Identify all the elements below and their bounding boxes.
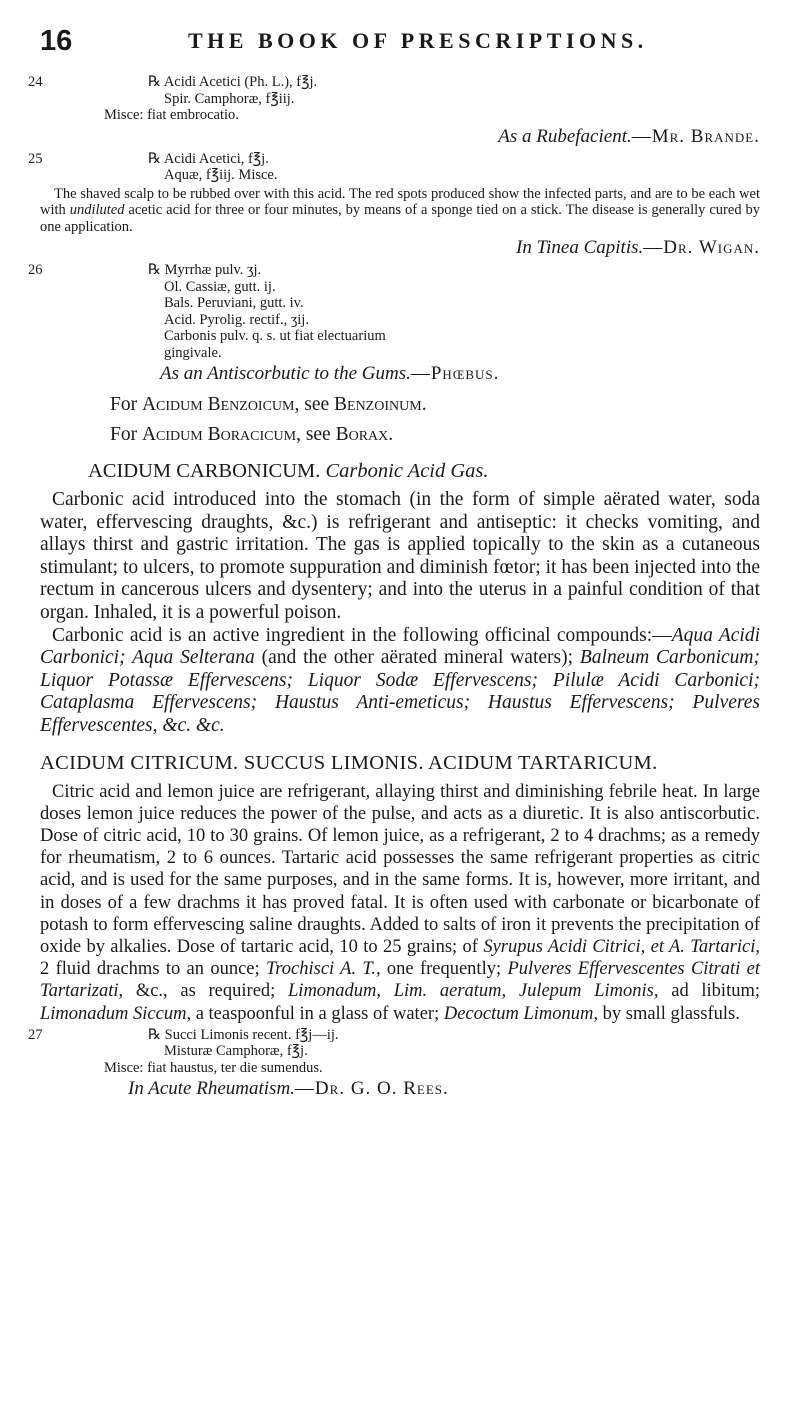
- rx-line: ℞ Acidi Acetici, f℥j.: [148, 150, 269, 167]
- indication: As an Antiscorbutic to the Gums.: [160, 363, 411, 384]
- ref-mid: , see: [294, 394, 335, 415]
- rx-line: ℞ Succi Limonis recent. f℥j—ij.: [148, 1026, 339, 1043]
- rx-line: Misce: fiat embrocatio.: [104, 107, 239, 123]
- author: —Mr. Brande.: [631, 125, 760, 147]
- section-heading: [40, 458, 760, 484]
- rx-line: Carbonis pulv. q. s. ut fiat electuarium gingivale.: [164, 328, 386, 361]
- text: &c., as required;: [123, 981, 289, 1002]
- rx-line: ℞ Acidi Acetici (Ph. L.), f℥j.: [148, 74, 318, 90]
- preparation: Limonadum Siccum,: [40, 1003, 192, 1024]
- rx-line: Ol. Cassiæ, gutt. ij.: [164, 278, 276, 295]
- prescription-24: [28, 74, 760, 124]
- prescription-number: 27: [28, 1026, 43, 1043]
- text: Carbonic acid is an active ingredient in the following officinal compounds:—: [52, 624, 672, 646]
- preparation: Trochisci A. T.,: [265, 959, 381, 980]
- rx-line: Bals. Peruviani, gutt. iv.: [164, 295, 304, 311]
- indication: In Acute Rheumatism.: [128, 1078, 295, 1100]
- page-header: [40, 22, 760, 62]
- ref-mid: , see: [296, 424, 336, 445]
- text: 2 fluid drachms to an ounce;: [40, 959, 266, 980]
- usage-note: [40, 186, 760, 236]
- heading-subtitle: Carbonic Acid Gas.: [325, 460, 489, 482]
- heading-text: ACIDUM CARBONICUM.: [88, 460, 321, 482]
- preparation: Syrupus Acidi Citrici, et A. Tartarici,: [483, 936, 760, 957]
- attribution: [40, 236, 760, 260]
- page-number: 16: [40, 25, 73, 57]
- text: ad libitum;: [658, 981, 760, 1002]
- prescription-27: [28, 1026, 760, 1077]
- ref-term: Acidum Boracicum: [141, 424, 297, 445]
- paragraph: [40, 625, 760, 738]
- text: (and the other aërated mineral waters);: [254, 647, 580, 669]
- indication: As a Rubefacient.: [498, 125, 632, 147]
- rx-line: Acid. Pyrolig. rectif., ʒij.: [164, 311, 309, 328]
- rx-line: Aquæ, f℥iij. Misce.: [164, 167, 278, 183]
- paragraph: [40, 781, 760, 1025]
- attribution: [40, 1077, 760, 1101]
- ref-prefix: For: [110, 394, 142, 415]
- ref-target: Benzoinum: [334, 394, 422, 415]
- compound-names: Aqua Acidi Carbonici; Aqua Selterana: [40, 624, 761, 669]
- ref-target: Borax: [335, 424, 389, 445]
- note-emphasis: undiluted: [69, 202, 125, 218]
- text: by small glassfuls.: [598, 1003, 740, 1024]
- ref-end: .: [388, 424, 394, 445]
- prescription-26: [28, 262, 760, 361]
- author: —Dr. Wigan.: [643, 237, 760, 258]
- ref-term: Acidum Benzoicum: [141, 394, 295, 415]
- preparation: Decoctum Limonum,: [443, 1003, 598, 1024]
- attribution: [40, 125, 760, 149]
- text: a teaspoonful in a glass of water;: [191, 1003, 444, 1024]
- page: [28, 22, 761, 1101]
- author: —Phœbus.: [410, 363, 500, 384]
- cross-reference: [40, 391, 760, 418]
- text: one frequently;: [380, 959, 508, 980]
- prescription-number: 25: [28, 150, 43, 167]
- attribution: [40, 362, 760, 386]
- running-title: THE BOOK OF PRESCRIPTIONS.: [188, 28, 648, 53]
- rx-line: ℞ Myrrhæ pulv. ʒj.: [148, 262, 262, 278]
- prescription-number: 24: [28, 74, 43, 90]
- section-heading: ACIDUM CITRICUM. SUCCUS LIMONIS. ACIDUM TARTARICUM.: [40, 751, 658, 774]
- preparation: Pulveres Effervescentes Citrati et Tartarizati,: [40, 959, 760, 1002]
- rx-line: Misturæ Camphoræ, f℥j.: [164, 1043, 308, 1060]
- prescription-25: [28, 150, 760, 184]
- rx-line: Misce: fiat haustus, ter die sumendus.: [104, 1059, 323, 1076]
- prescription-number: 26: [28, 262, 43, 278]
- note-text: The shaved scalp to be rubbed over with this acid. The red spots produced show the infected parts, and are to be each wet with: [40, 185, 760, 218]
- text: Citric acid and lemon juice are refrigerant, allaying thirst and diminishing febrile heat. In large doses lemon juice reduces the power of the pulse, and acts as a diuretic. It is also antiscorbutic. Dose of citric acid, 10 to 30 grains. Of lemon juice, as a refrigerant, 2 to 4 drachms; as a remedy for rheumatism, 2 to 6 ounces. Tartaric acid possesses the same refrigerant properties as citric acid, and is used for the same purposes, and in the same forms. It is, however, more irritant, and in doses of a few drachms it has proved fatal. It is often used with carbonate or bicarbonate of potash to form effervescing saline draughts. Added to salts of iron it prevents the precipitation of oxide by alkalies. Dose of tartaric acid, 10 to 25 grains; of: [40, 781, 760, 957]
- cross-reference: [40, 421, 760, 448]
- ref-end: .: [421, 394, 427, 415]
- ref-prefix: For: [110, 424, 142, 445]
- indication: In Tinea Capitis.: [516, 237, 644, 258]
- paragraph: Carbonic acid introduced into the stomach (in the form of simple aërated water, soda water, effervescing draughts, &c.) is refrigerant and antiseptic: it checks vomiting, and allays thirst and gastric irritation. The gas is applied topically to the skin as a cutaneous stimulant; to ulcers, to promote suppuration and diminish fœtor; it has been injected into the rectum in cancerous ulcers and dysentery; and into the uterus in a painful condition of that organ. Inhaled, it is a powerful poison.: [40, 489, 760, 623]
- preparation: Limonadum, Lim. aeratum, Julepum Limonis,: [288, 981, 659, 1002]
- rx-line: Spir. Camphoræ, f℥iij.: [164, 90, 295, 107]
- compound-names: Balneum Carbonicum; Liquor Potassæ Effervescens; Liquor Sodæ Effervescens; Pilulæ Acidi Carbonici; Cataplasma Effervescens; Haustus Anti-emeticus; Haustus Effervescens; Pulveres Effervescentes, &c. &c.: [40, 647, 761, 736]
- note-text: acetic acid for three or four minutes, by means of a sponge tied on a stick. The disease is generally cured by one application.: [40, 202, 760, 235]
- author: —Dr. G. O. Rees.: [294, 1078, 449, 1100]
